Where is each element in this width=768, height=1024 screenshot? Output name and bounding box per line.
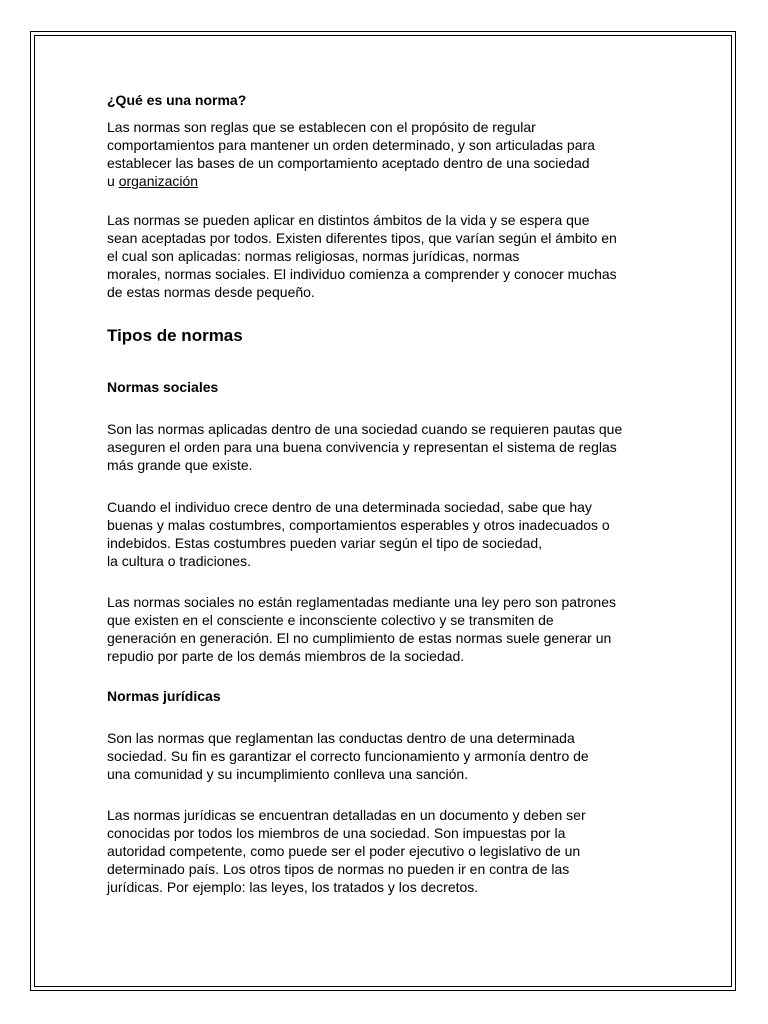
text-line: el cual son aplicadas: normas religiosas, normas jurídicas, normas bbox=[107, 248, 520, 264]
paragraph-sociales-2 bbox=[107, 498, 610, 570]
heading-normas-juridicas: Normas jurídicas bbox=[107, 688, 221, 704]
text-line: buenas y malas costumbres, comportamientos esperables y otros inadecuados o bbox=[107, 517, 610, 533]
text-line: autoridad competente, como puede ser el poder ejecutivo o legislativo de un bbox=[107, 843, 581, 859]
text-line: conocidas por todos los miembros de una sociedad. Son impuestas por la bbox=[107, 825, 566, 841]
text-line: Las normas son reglas que se establecen con el propósito de regular bbox=[107, 119, 536, 135]
paragraph-juridicas-2 bbox=[107, 806, 586, 896]
text-line: jurídicas. Por ejemplo: las leyes, los tratados y los decretos. bbox=[107, 879, 479, 895]
organizacion-link[interactable]: organización bbox=[118, 173, 199, 189]
text-line: la cultura o tradiciones. bbox=[107, 553, 251, 569]
text-line: indebidos. Estas costumbres pueden variar según el tipo de sociedad, bbox=[107, 535, 543, 551]
text-line: establecer las bases de un comportamiento aceptado dentro de una sociedad bbox=[107, 155, 590, 171]
text-prefix: u bbox=[107, 173, 119, 189]
text-line: aseguren el orden para una buena convivencia y representan el sistema de reglas bbox=[107, 439, 617, 455]
text-line: morales, normas sociales. El individuo comienza a comprender y conocer muchas bbox=[107, 266, 617, 282]
text-line: Las normas se pueden aplicar en distintos ámbitos de la vida y se espera que bbox=[107, 212, 590, 228]
text-line: Son las normas aplicadas dentro de una sociedad cuando se requieren pautas que bbox=[107, 421, 623, 437]
text-line: sean aceptadas por todos. Existen diferentes tipos, que varían según el ámbito en bbox=[107, 230, 617, 246]
text-line: Cuando el individuo crece dentro de una determinada sociedad, sabe que hay bbox=[107, 499, 592, 515]
heading-que-es-una-norma: ¿Qué es una norma? bbox=[107, 92, 247, 108]
paragraph-sociales-3 bbox=[107, 593, 616, 665]
text-line: que existen en el consciente e inconsciente colectivo y se transmiten de bbox=[107, 612, 554, 628]
text-line: más grande que existe. bbox=[107, 457, 253, 473]
paragraph-ambitos bbox=[107, 211, 617, 301]
paragraph-sociales-1 bbox=[107, 420, 622, 474]
text-line: de estas normas desde pequeño. bbox=[107, 284, 315, 300]
heading-tipos-de-normas: Tipos de normas bbox=[107, 326, 243, 345]
paragraph-definicion bbox=[107, 118, 595, 190]
paragraph-juridicas-1 bbox=[107, 729, 589, 783]
text-line: generación en generación. El no cumplimiento de estas normas suele generar un bbox=[107, 630, 612, 646]
text-line: repudio por parte de los demás miembros de la sociedad. bbox=[107, 648, 465, 664]
text-line: Las normas jurídicas se encuentran detalladas en un documento y deben ser bbox=[107, 807, 586, 823]
text-line: determinado país. Los otros tipos de normas no pueden ir en contra de las bbox=[107, 861, 570, 877]
text-line: Las normas sociales no están reglamentadas mediante una ley pero son patrones bbox=[107, 594, 616, 610]
text-line: Son las normas que reglamentan las conductas dentro de una determinada bbox=[107, 730, 575, 746]
text-line bbox=[107, 172, 595, 190]
text-line: una comunidad y su incumplimiento conlleva una sanción. bbox=[107, 766, 469, 782]
text-line: sociedad. Su fin es garantizar el correcto funcionamiento y armonía dentro de bbox=[107, 748, 589, 764]
text-line: comportamientos para mantener un orden determinado, y son articuladas para bbox=[107, 137, 595, 153]
heading-normas-sociales: Normas sociales bbox=[107, 379, 219, 395]
